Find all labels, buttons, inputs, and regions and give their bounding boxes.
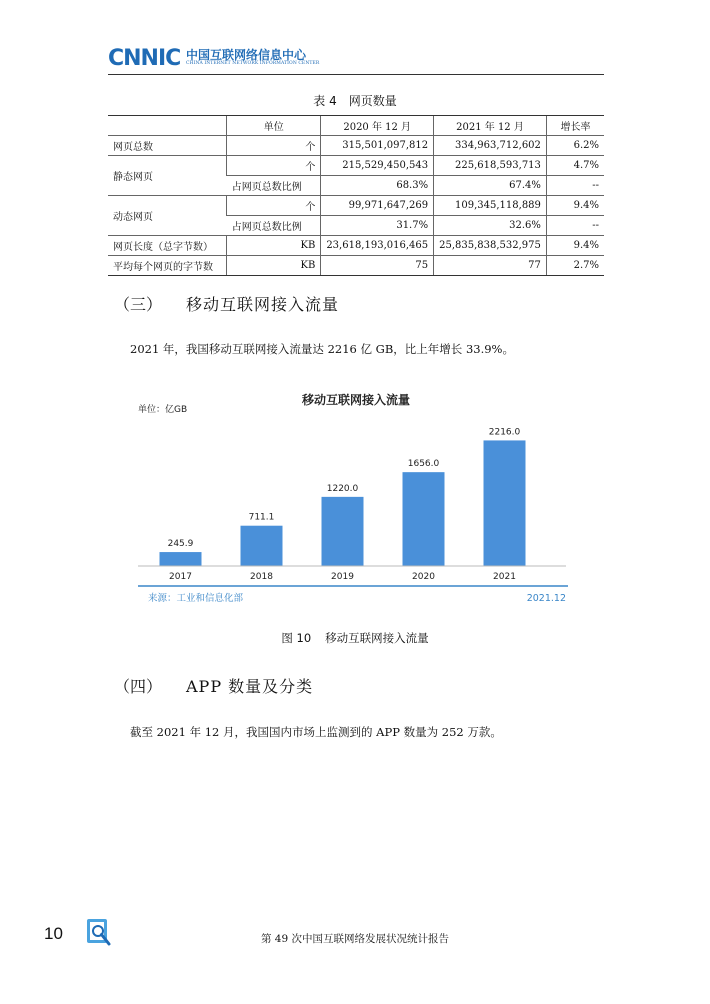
row-growth: 9.4% <box>546 196 604 216</box>
figure-caption <box>0 630 710 646</box>
row-unit: KB <box>227 256 321 276</box>
row-growth: 9.4% <box>546 236 604 256</box>
footer-report-title: 第 49 次中国互联网络发展状况统计报告 <box>260 933 450 945</box>
row-2021: 67.4% <box>434 176 547 196</box>
row-name: 静态网页 <box>108 156 227 196</box>
figure-caption-title: 移动互联网接入流量 <box>325 631 429 645</box>
row-2020: 315,501,097,812 <box>321 136 434 156</box>
row-growth: -- <box>546 176 604 196</box>
section-3-paragraph: 2021 年，我国移动互联网接入流量达 2216 亿 GB，比上年增长 33.9%。 <box>130 342 514 356</box>
table-row <box>108 136 604 156</box>
row-2020: 68.3% <box>321 176 434 196</box>
table-row <box>108 156 604 176</box>
chart-title: 移动互联网接入流量 <box>301 393 411 407</box>
table-caption <box>0 92 710 109</box>
cnnic-logo: CNNIC <box>108 46 181 71</box>
table-header-cell: 2021 年 12 月 <box>434 116 547 136</box>
bar-value-label: 1220.0 <box>326 483 359 494</box>
row-name: 网页长度（总字节数） <box>108 236 227 256</box>
x-tick-label: 2021 <box>493 572 516 582</box>
logo-english-name: CHINA INTERNET NETWORK INFORMATION CENTER <box>186 61 320 66</box>
row-2020: 31.7% <box>321 216 434 236</box>
row-2021: 32.6% <box>434 216 547 236</box>
row-2021: 334,963,712,602 <box>434 136 547 156</box>
section-label: （三） <box>114 295 163 314</box>
x-tick-label: 2018 <box>250 572 273 582</box>
row-2020: 75 <box>321 256 434 276</box>
bar-2018 <box>241 526 283 566</box>
bar-value-label: 711.1 <box>248 512 275 523</box>
bar-2021 <box>484 440 526 566</box>
bar-2017 <box>160 552 202 566</box>
section-heading-3 <box>114 292 339 315</box>
x-tick-label: 2019 <box>331 572 354 582</box>
section-label: （四） <box>114 677 163 696</box>
row-2020: 215,529,450,543 <box>321 156 434 176</box>
table-caption-number: 表 4 <box>313 94 337 108</box>
page-number: 10 <box>44 924 63 943</box>
row-unit: 个 <box>227 156 321 176</box>
row-2021: 109,345,118,889 <box>434 196 547 216</box>
bar-value-label: 2216.0 <box>488 427 521 438</box>
table-row <box>108 256 604 276</box>
logo-chinese-name: 中国互联网络信息中心 <box>186 48 307 62</box>
table-header-cell: 单位 <box>227 116 321 136</box>
table-header-cell: 增长率 <box>546 116 604 136</box>
x-tick-label: 2017 <box>169 572 192 582</box>
chart-source: 来源：工业和信息化部 <box>148 593 244 604</box>
page-header <box>108 44 604 75</box>
bar-value-label: 1656.0 <box>407 459 440 470</box>
row-unit: 占网页总数比例 <box>227 176 321 196</box>
row-unit: 个 <box>227 196 321 216</box>
row-2020: 23,618,193,016,465 <box>321 236 434 256</box>
row-2020: 99,971,647,269 <box>321 196 434 216</box>
bar-value-label: 245.9 <box>167 539 194 550</box>
section-4-paragraph: 截至 2021 年 12 月，我国国内市场上监测到的 APP 数量为 252 万款。 <box>130 725 502 739</box>
bar-2020 <box>403 472 445 566</box>
chart-unit-label: 单位：亿GB <box>138 405 188 415</box>
row-growth: 4.7% <box>546 156 604 176</box>
row-2021: 77 <box>434 256 547 276</box>
row-unit: 个 <box>227 136 321 156</box>
table-row <box>108 196 604 216</box>
table-caption-title: 网页数量 <box>348 94 397 108</box>
row-2021: 25,835,838,532,975 <box>434 236 547 256</box>
row-growth: 6.2% <box>546 136 604 156</box>
chart-date: 2021.12 <box>526 593 566 604</box>
row-2021: 225,618,593,713 <box>434 156 547 176</box>
x-tick-label: 2020 <box>412 572 435 582</box>
row-unit: KB <box>227 236 321 256</box>
row-name: 动态网页 <box>108 196 227 236</box>
section-heading-4 <box>114 674 313 697</box>
table-header-cell: 2020 年 12 月 <box>321 116 434 136</box>
table-row <box>108 236 604 256</box>
webpage-count-table <box>108 115 604 276</box>
row-growth: 2.7% <box>546 256 604 276</box>
row-name: 网页总数 <box>108 136 227 156</box>
table-header-row <box>108 116 604 136</box>
row-name: 平均每个网页的字节数 <box>108 256 227 276</box>
mobile-traffic-chart <box>138 380 574 610</box>
bar-2019 <box>322 497 364 566</box>
section-title: APP 数量及分类 <box>186 677 314 696</box>
table-header-cell <box>108 116 227 136</box>
section-title: 移动互联网接入流量 <box>186 295 340 314</box>
row-growth: -- <box>546 216 604 236</box>
row-unit: 占网页总数比例 <box>227 216 321 236</box>
figure-caption-number: 图 10 <box>281 631 312 645</box>
